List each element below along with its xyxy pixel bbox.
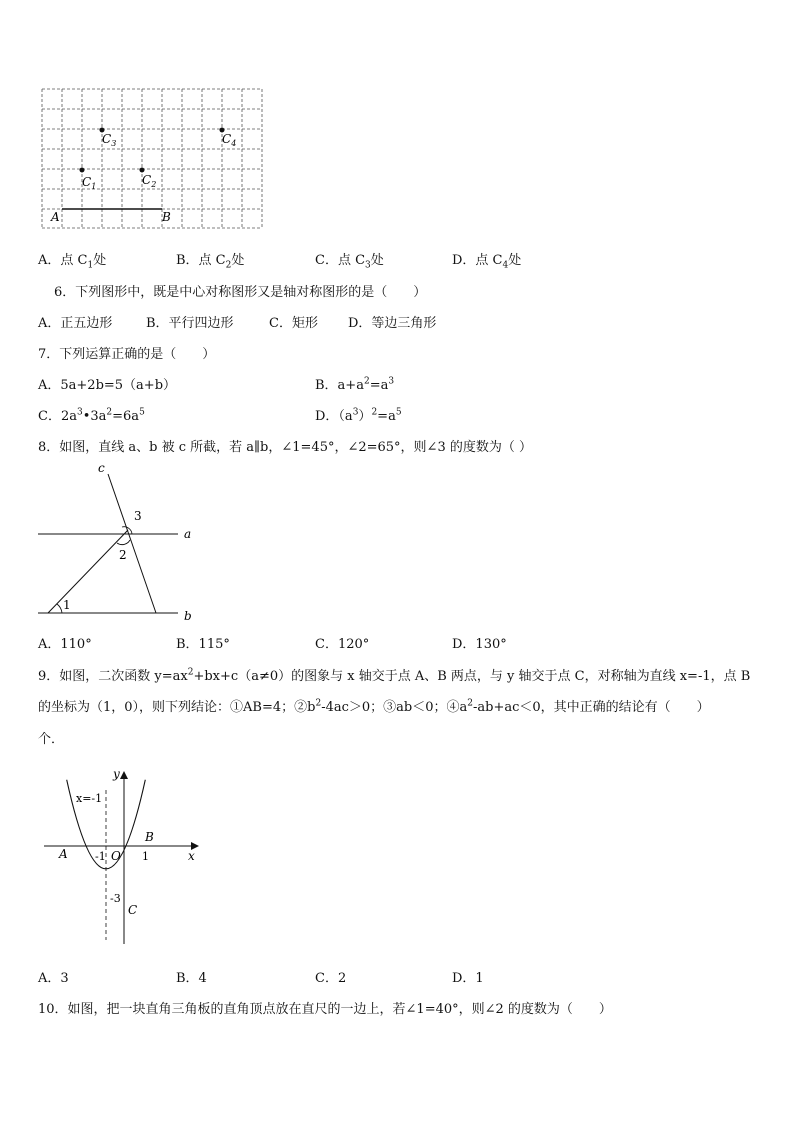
label-O: O <box>111 849 121 863</box>
point-c2 <box>140 168 145 173</box>
grid-figure <box>38 86 268 232</box>
q10-stem: 10．如图，把一块直角三角板的直角顶点放在直尺的一边上，若∠1=40°，则∠2 的度数为（ ） <box>38 1002 612 1017</box>
q8-option-a: A．110° <box>38 637 92 652</box>
label-b: b <box>184 609 192 623</box>
label-A: A <box>59 847 68 861</box>
q9-option-a: A．3 <box>38 971 69 986</box>
q6-option-a: A．正五边形 <box>38 316 113 331</box>
q7-option-a: A．5a+2b=5（a+b） <box>38 378 177 393</box>
label-c3: $C_3$ <box>102 132 117 148</box>
q6-option-d: D．等边三角形 <box>348 316 437 331</box>
q7-option-b: B．$a+a^2=a^3$ <box>315 376 395 393</box>
q9-stem-line3: 个． <box>38 732 65 747</box>
label-1: 1 <box>63 598 71 612</box>
q9-option-b: B．4 <box>176 971 207 986</box>
label-x: x <box>188 849 195 863</box>
label-neg1: -1 <box>95 850 106 863</box>
q5-option-a: A．点 $C_1$处 <box>38 253 107 271</box>
label-c1: $C_1$ <box>82 175 97 191</box>
label-c: c <box>98 461 105 475</box>
q8-stem: 8．如图，直线 a、b 被 c 所截，若 a∥b，∠1=45°，∠2=65°，则∠3 的度数为（ ） <box>38 440 532 455</box>
label-y: y <box>113 767 120 781</box>
label-neg3: -3 <box>110 892 121 905</box>
label-C: C <box>128 903 138 917</box>
label-3: 3 <box>134 509 142 523</box>
label-c4: $C_4$ <box>222 132 237 148</box>
angle-2-arc <box>117 540 130 545</box>
label-2: 2 <box>119 548 127 562</box>
q5-option-c: C．点 $C_3$处 <box>315 253 384 271</box>
q5-option-b: B．点 $C_2$处 <box>176 253 245 271</box>
q6-stem: 6．下列图形中，既是中心对称图形又是轴对称图形的是（ ） <box>54 285 427 300</box>
q9-stem-line2: 的坐标为（1，0），则下列结论：①AB=4；$②b^2-4ac>0$；③ab＜0；$④a^2-ab+ac<0$，其中正确的结论有（ ） <box>38 698 710 715</box>
angle-1-arc <box>57 604 62 613</box>
label-a: a <box>184 527 192 541</box>
label-c2: $C_2$ <box>142 173 157 189</box>
label-b: B <box>162 210 171 224</box>
label-axis: x=-1 <box>76 792 103 805</box>
label-B: B <box>145 830 154 844</box>
transversal <box>48 530 128 613</box>
q9-option-c: C．2 <box>315 971 347 986</box>
q7-option-d: D．$(a^3)^2=a^5$ <box>315 407 402 424</box>
q9-option-d: D．1 <box>452 971 484 986</box>
q8-option-b: B．115° <box>176 637 230 652</box>
q8-option-d: D．130° <box>452 637 507 652</box>
parabola-figure <box>38 764 208 949</box>
label-a: A <box>51 210 60 224</box>
q7-stem: 7．下列运算正确的是（ ） <box>38 347 216 362</box>
q5-option-d: D．点 $C_4$处 <box>452 253 522 271</box>
point-c1 <box>80 168 85 173</box>
parallel-lines-figure <box>34 460 204 626</box>
q6-option-c: C．矩形 <box>269 316 318 331</box>
q8-option-c: C．120° <box>315 637 370 652</box>
label-1: 1 <box>142 850 149 863</box>
q6-option-b: B．平行四边形 <box>146 316 234 331</box>
q9-stem-line1: 9．如图，二次函数 $y=ax^2+bx+c(a\ne 0)$的图象与 x 轴交于点 A、B 两点，与 y 轴交于点 C，对称轴为直线 x=-1，点 B <box>38 667 751 684</box>
q7-option-c: C．$2a^3•3a^2=6a^5$ <box>38 407 145 424</box>
